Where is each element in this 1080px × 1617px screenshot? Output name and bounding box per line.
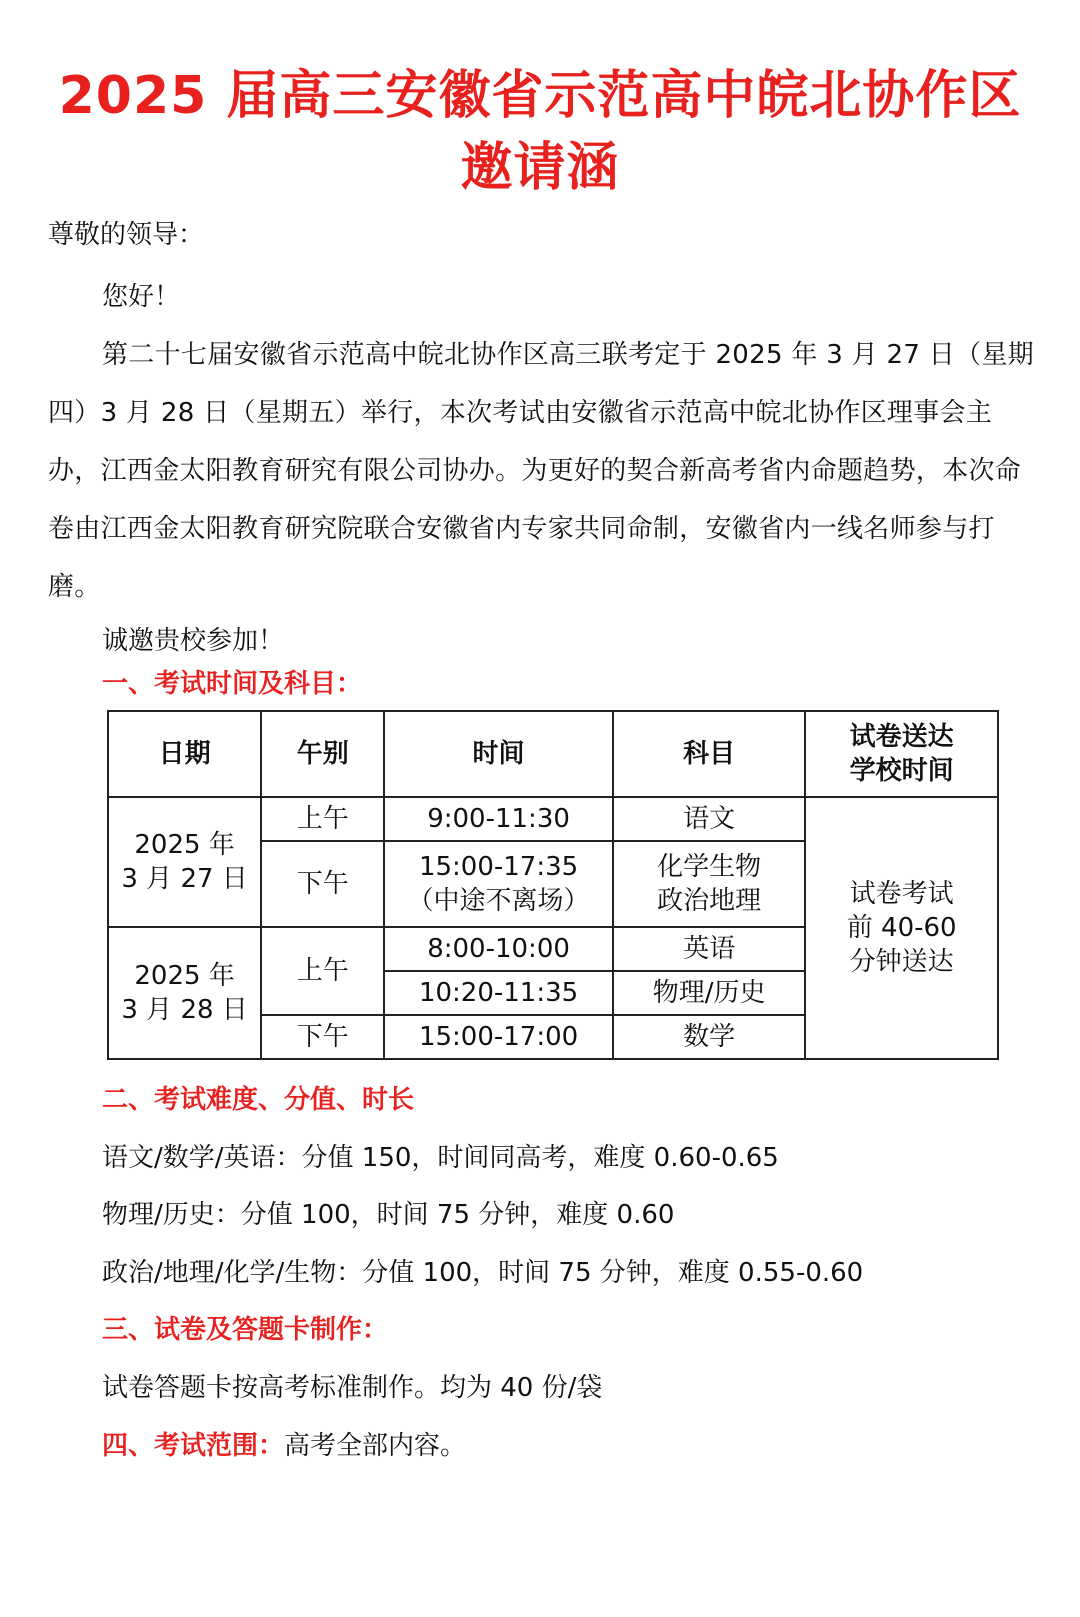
header-delivery-line-1: 试卷送达 [849, 722, 954, 752]
delivery-line-3: 分钟送达 [849, 947, 954, 977]
section-scope [102, 1426, 466, 1466]
greeting: 您好！ [102, 282, 181, 312]
day2-morning-subject-2: 物理/历史 [613, 971, 806, 1015]
day1-afternoon-note: （中途不离场） [407, 886, 590, 916]
day2-morning-time-2: 10:20-11:35 [384, 971, 613, 1015]
delivery-line-1: 试卷考试 [849, 879, 954, 909]
header-delivery-time [805, 711, 998, 797]
paper-production-text: 试卷答题卡按高考标准制作。均为 40 份/袋 [102, 1373, 603, 1403]
day2-afternoon-time: 15:00-17:00 [384, 1015, 613, 1059]
salutation: 尊敬的领导： [48, 220, 205, 250]
day2-date-cell [108, 927, 261, 1059]
day1-morning-label: 上午 [261, 797, 384, 841]
day2-afternoon-label: 下午 [261, 1015, 384, 1059]
day2-date-day: 3 月 28 日 [121, 995, 248, 1025]
section-heading-scope: 四、考试范围： [102, 1431, 285, 1461]
invitation-line: 诚邀贵校参加！ [102, 626, 285, 656]
day1-afternoon-label: 下午 [261, 841, 384, 927]
section-heading-difficulty: 二、考试难度、分值、时长 [102, 1085, 415, 1115]
delivery-time-cell [805, 797, 998, 1059]
section-heading-schedule: 一、考试时间及科目： [102, 669, 363, 699]
difficulty-line-3: 政治/地理/化学/生物：分值 100，时间 75 分钟，难度 0.55-0.60 [102, 1258, 864, 1288]
delivery-line-2: 前 40-60 [846, 913, 957, 943]
day1-morning-subject: 语文 [613, 797, 806, 841]
day1-date-cell [108, 797, 261, 927]
difficulty-line-2: 物理/历史：分值 100，时间 75 分钟，难度 0.60 [102, 1200, 675, 1230]
day1-date-year: 2025 年 [134, 830, 235, 860]
day1-morning-time: 9:00-11:30 [384, 797, 613, 841]
day2-afternoon-subject: 数学 [613, 1015, 806, 1059]
day2-date-year: 2025 年 [134, 961, 235, 991]
day1-date-day: 3 月 27 日 [121, 864, 248, 894]
day1-afternoon-subject-line-2: 政治地理 [657, 886, 762, 916]
table-header-row [108, 711, 998, 797]
main-paragraph: 第二十七届安徽省示范高中皖北协作区高三联考定于 2025 年 3 月 27 日（星期四）3 月 28 日（星期五）举行，本次考试由安徽省示范高中皖北协作区理事会主办，江西金太阳教育研究有限公司协办。为更好的契合新高考省内命题趋势，本次命卷由江西金太阳教育研究院联合安徽省内专家共同命制，安徽省内一线名师参与打磨。 [48, 340, 1034, 602]
exam-schedule-table [107, 710, 999, 1060]
table-row [108, 797, 998, 841]
header-date: 日期 [108, 711, 261, 797]
header-time: 时间 [384, 711, 613, 797]
header-delivery-line-2: 学校时间 [849, 756, 954, 786]
day2-morning-subject-1: 英语 [613, 927, 806, 971]
day2-morning-time-1: 8:00-10:00 [384, 927, 613, 971]
document-title-line-2: 邀请涵 [460, 138, 620, 198]
document-title-line-1: 2025 届高三安徽省示范高中皖北协作区 [58, 66, 1022, 126]
day1-afternoon-subject-line-1: 化学生物 [657, 852, 762, 882]
header-session: 午别 [261, 711, 384, 797]
section-heading-paper: 三、试卷及答题卡制作： [102, 1315, 389, 1345]
day1-afternoon-time-cell [384, 841, 613, 927]
scope-text: 高考全部内容。 [284, 1431, 467, 1461]
difficulty-line-1: 语文/数学/英语：分值 150，时间同高考，难度 0.60-0.65 [102, 1143, 779, 1173]
day2-morning-label: 上午 [261, 927, 384, 1015]
day1-afternoon-subject-cell [613, 841, 806, 927]
header-subject: 科目 [613, 711, 806, 797]
day1-afternoon-time: 15:00-17:35 [418, 852, 579, 882]
